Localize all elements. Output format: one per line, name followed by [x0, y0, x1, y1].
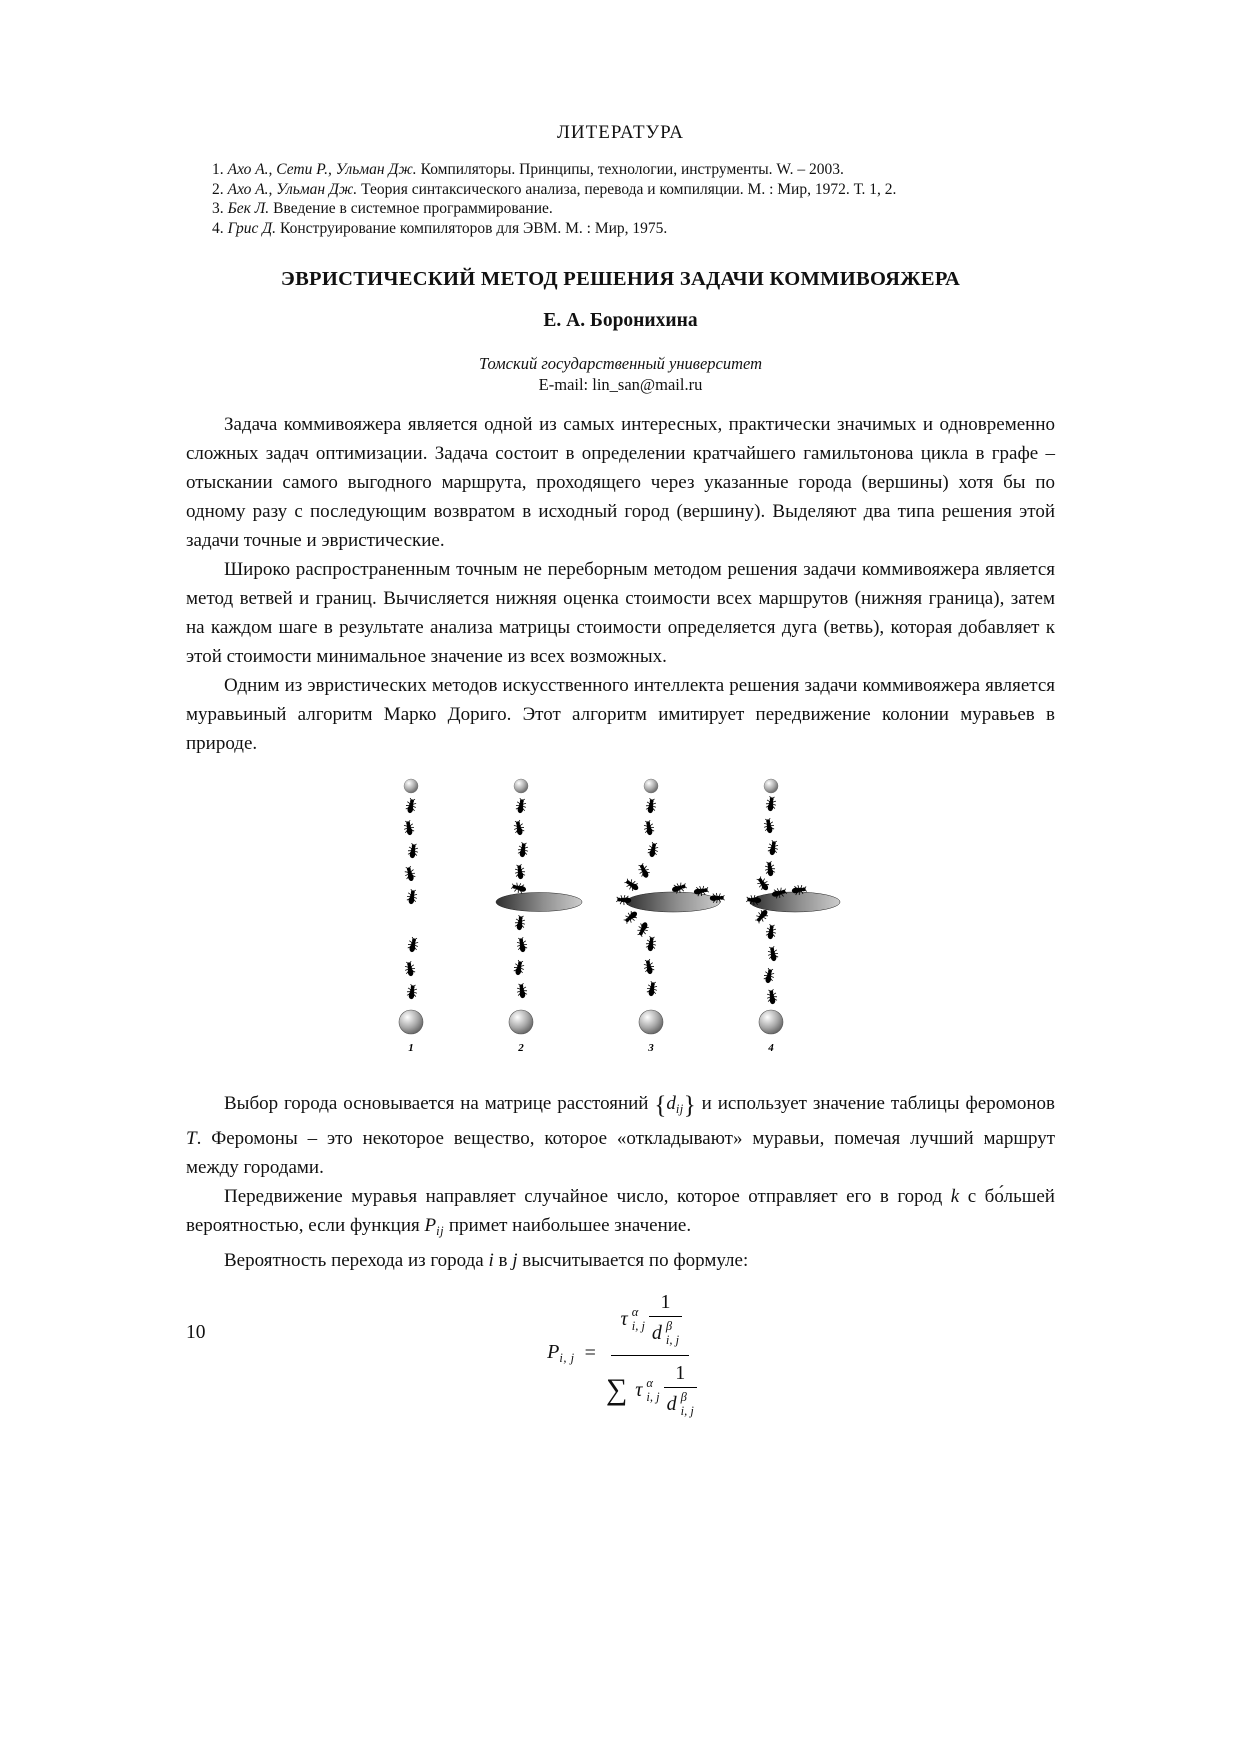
ant-icon: [765, 924, 777, 940]
reference-number: 2.: [212, 180, 224, 198]
food-sphere: [759, 1010, 783, 1034]
ant-icon: [403, 866, 416, 882]
math-beta: β: [665, 1319, 673, 1333]
reference-item: [186, 180, 1055, 200]
ant-icon: [510, 881, 526, 894]
ant-icon: [766, 946, 778, 962]
close-brace: }: [683, 1092, 696, 1119]
open-brace: {: [654, 1092, 667, 1119]
figure-column-1: [399, 779, 423, 1054]
ant-icon: [636, 862, 651, 879]
paragraph-5-text: Передвижение муравья направляет случайное число, которое отправляет его в город: [224, 1186, 951, 1207]
probability-formula: [186, 1289, 1055, 1419]
math-d: d: [666, 1392, 677, 1415]
ant-icon: [765, 796, 777, 812]
math-k: k: [950, 1186, 960, 1207]
inner-numerator: 1: [664, 1362, 697, 1388]
nest-circle: [764, 779, 778, 793]
ant-icon: [622, 877, 639, 893]
obstacle-ellipse: [750, 892, 840, 912]
math-alpha: α: [646, 1375, 653, 1390]
math-P-sub: i, j: [559, 1351, 575, 1366]
math-j: j: [512, 1250, 518, 1271]
reference-authors: Ахо А., Ульман Дж.: [227, 180, 358, 198]
paragraph-6: [186, 1246, 1055, 1275]
reference-authors: Ахо А., Сети Р., Ульман Дж.: [227, 161, 417, 178]
tau-scripts: [646, 1376, 659, 1405]
ant-icon: [754, 875, 770, 892]
math-tau-sub: i, j: [631, 1319, 645, 1334]
article-title: ЭВРИСТИЧЕСКИЙ МЕТОД РЕШЕНИЯ ЗАДАЧИ КОММИВОЯЖЕРА: [280, 268, 961, 290]
math-alpha: α: [631, 1305, 639, 1319]
math-d-sub: i, j: [680, 1404, 694, 1419]
equals-sign: =: [584, 1342, 596, 1365]
ant-icon: [406, 984, 418, 1000]
reference-number: 1.: [212, 161, 224, 178]
d-scripts: [666, 1319, 679, 1348]
math-P: P: [547, 1341, 560, 1364]
paragraph-1: Задача коммивояжера является одной из самых интересных, практически значимых и одновременно сложных задач оптимизации. Задача состоит в определении кратчайшего гамильтонова цикла в графе – отыскании самого выгодного маршрута, проходящего через указанные города (вершины) хотя бы по одному разу с последующим возвратом в исходный город (вершину). Выделяют два типа решения этой задачи точные и эвристические.: [186, 414, 1055, 551]
paragraph-4: [186, 1089, 1055, 1182]
ant-icon: [514, 798, 526, 814]
food-sphere: [399, 1010, 423, 1034]
ant-icon: [517, 842, 529, 858]
inner-denominator: [652, 1317, 679, 1348]
paragraph-3: Одним из эвристических методов искусственного интеллекта решения задачи коммивояжера является муравьиный алгоритм Марко Дориго. Этот алгоритм имитирует передвижение колонии муравьев в природе.: [186, 675, 1055, 754]
ant-icon: [404, 798, 417, 814]
ant-icon: [766, 989, 778, 1005]
paragraph-6-text: в: [493, 1250, 513, 1271]
ant-icon: [645, 981, 657, 997]
reference-authors: Бек Л.: [227, 200, 270, 217]
article-email: E-mail: lin_san@mail.ru: [538, 375, 703, 394]
ant-icon: [764, 861, 776, 877]
figure-column-4: [746, 779, 840, 1054]
formula-lhs: [547, 1341, 574, 1366]
figure-label: 4: [767, 1042, 774, 1054]
obstacle-ellipse: [626, 892, 720, 912]
ant-icon: [766, 840, 778, 856]
reference-list: [186, 160, 1055, 238]
article-affiliation: Томский государственный университет: [478, 354, 763, 373]
d-scripts: [681, 1390, 694, 1419]
ant-icon: [514, 915, 526, 931]
formula-fraction: [606, 1289, 694, 1419]
ant-icon: [622, 909, 639, 926]
food-sphere: [509, 1010, 533, 1034]
reference-item: [186, 199, 1055, 219]
reference-item: [186, 219, 1055, 239]
paragraph-6-text: высчитывается по формуле:: [517, 1250, 749, 1271]
article-author: Е. А. Боронихина: [543, 310, 698, 331]
tau-scripts: [632, 1305, 645, 1334]
figure-label: 2: [517, 1042, 524, 1054]
page-number: 10: [186, 1322, 206, 1343]
ant-icon: [642, 959, 655, 975]
math-i: i: [488, 1250, 494, 1271]
formula-denominator: [606, 1356, 694, 1419]
inner-fraction: [667, 1362, 694, 1419]
ant-icon: [646, 842, 659, 858]
math-beta: β: [680, 1389, 687, 1404]
ant-icon: [403, 961, 415, 977]
sum-icon: ∑: [605, 1373, 628, 1407]
literature-heading: ЛИТЕРАТУРА: [557, 122, 684, 143]
paragraph-5-text: примет наибольшее значение.: [444, 1215, 692, 1236]
math-d-sub: ij: [675, 1102, 684, 1116]
math-d: d: [666, 1093, 676, 1114]
ant-icon: [762, 968, 775, 984]
article-body: [186, 410, 1055, 758]
reference-text: Компиляторы. Принципы, технологии, инструменты. W. – 2003.: [420, 161, 844, 178]
ant-icon: [645, 798, 657, 814]
ant-icon: [516, 983, 528, 999]
paragraph-5-text: с бо́льшей вероятностью, если функция: [186, 1186, 1055, 1236]
reference-number: 4.: [212, 219, 224, 237]
math-tau: τ: [635, 1378, 643, 1401]
formula-numerator: [611, 1289, 690, 1356]
reference-item: [186, 160, 1055, 180]
ant-icon: [407, 843, 419, 859]
nest-circle: [514, 779, 528, 793]
reference-authors: Грис Д.: [227, 219, 277, 237]
ant-icon: [515, 937, 527, 953]
inner-fraction: [652, 1291, 679, 1348]
obstacle-ellipse: [496, 893, 582, 912]
ant-icon: [635, 921, 650, 938]
reference-text: Введение в системное программирование.: [273, 200, 553, 217]
ant-icon: [512, 820, 525, 836]
math-P-sub: ij: [436, 1224, 445, 1238]
paragraph-2: Широко распространенным точным не переборным методом решения задачи коммивояжера является метод ветвей и границ. Вычисляется нижняя оценка стоимости всех маршрутов (нижняя граница), затем на каждом шаге в результате анализа матрицы стоимости определяется дуга (ветвь), которая добавляет к этой стоимости минимальное значение из всех возможных.: [186, 559, 1055, 667]
reference-text: Конструирование компиляторов для ЭВМ. М. : Мир, 1975.: [280, 219, 668, 237]
ant-icon: [645, 936, 657, 952]
nest-circle: [644, 779, 658, 793]
reference-number: 3.: [212, 200, 224, 217]
figure-label: 1: [407, 1042, 414, 1054]
paragraph-6-text: Вероятность перехода из города: [224, 1250, 489, 1271]
nest-circle: [404, 779, 418, 793]
inner-denominator: [667, 1388, 694, 1419]
ant-icon: [762, 818, 774, 834]
paragraph-4-text: Выбор города основывается на матрице расстояний: [224, 1093, 655, 1114]
paragraph-5: [186, 1182, 1055, 1246]
figure-label: 3: [647, 1042, 654, 1054]
ant-colony-svg: [361, 774, 881, 1064]
figure-column-3: [616, 779, 725, 1054]
inner-numerator: 1: [649, 1291, 682, 1317]
article-body-continued: [186, 1089, 1055, 1275]
reference-text: Теория синтаксического анализа, перевода и компиляции. М. : Мир, 1972. Т. 1, 2.: [361, 180, 897, 198]
math-d: d: [651, 1321, 662, 1344]
ant-icon: [642, 820, 654, 836]
math-tau-sub: i, j: [646, 1390, 660, 1405]
food-sphere: [639, 1010, 663, 1034]
math-d-sub: i, j: [665, 1333, 680, 1348]
paragraph-4-text: и использует значение таблицы феромонов: [695, 1093, 1055, 1114]
math-P: P: [424, 1215, 437, 1236]
paragraph-4-text: . Феромоны – это некоторое вещество, которое «откладывают» муравьи, помечая лучший маршрут между городами.: [186, 1128, 1055, 1178]
ant-colony-figure: [186, 774, 1055, 1069]
figure-column-2: [496, 779, 582, 1054]
ant-icon: [406, 937, 419, 953]
math-T: T: [186, 1128, 197, 1149]
math-tau: τ: [620, 1307, 628, 1330]
ant-icon: [512, 960, 525, 976]
ant-icon: [402, 820, 414, 836]
ant-icon: [514, 864, 526, 880]
ant-icon: [405, 889, 417, 905]
